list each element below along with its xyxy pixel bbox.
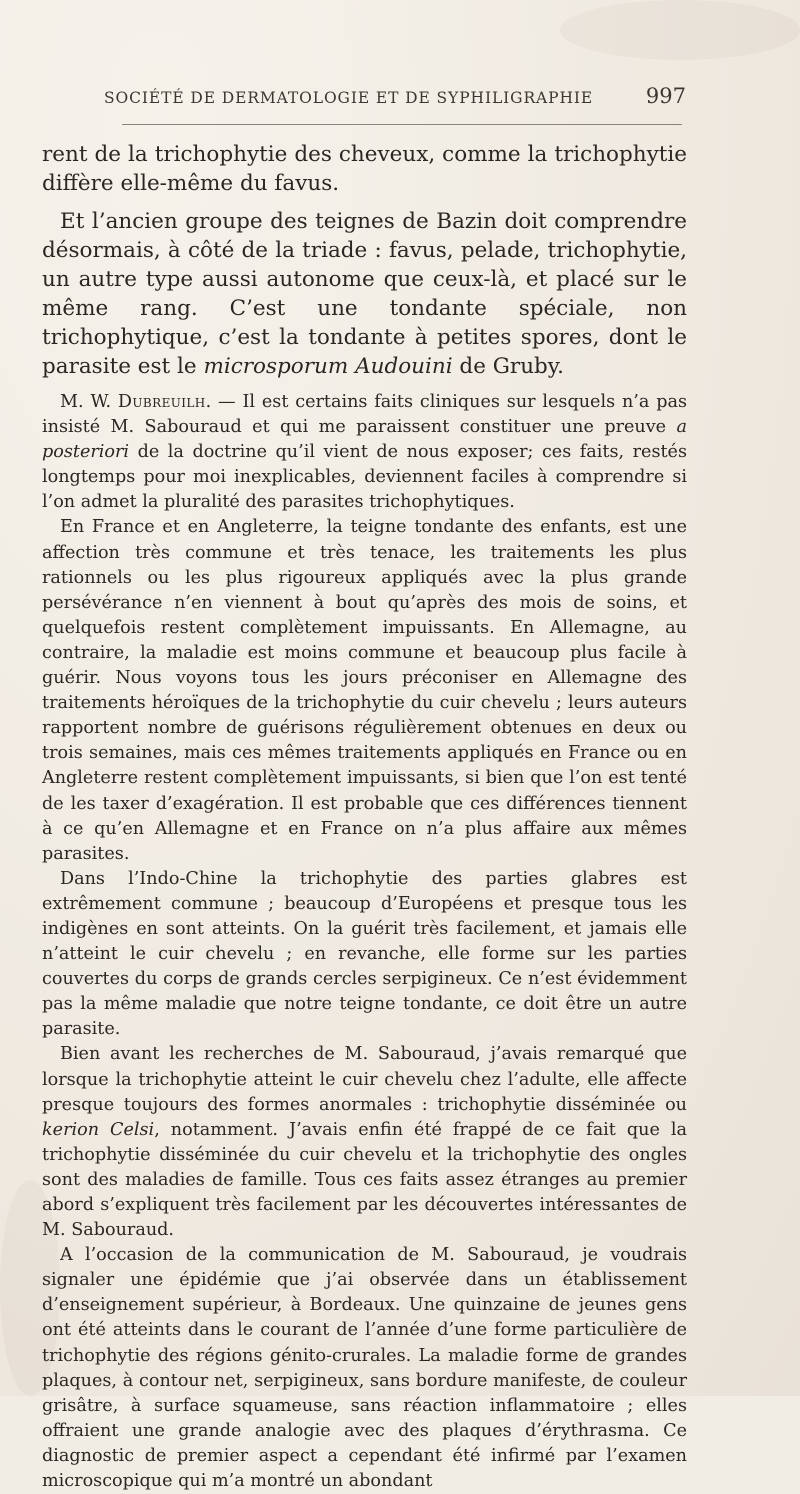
paragraph-6-text-a: Bien avant les recherches de M. Sabouraud, j’avais remarqué que lorsque la trichophytie atteint le cuir chevelu chez l’adulte, elle affecte presque toujours des formes anormales : trichophytie disséminée ou <box>42 1044 687 1115</box>
paragraph-3-italic: a posteriori <box>42 417 687 463</box>
paragraph-1: rent de la trichophytie des cheveux, comme la trichophytie diffère elle-même du favus. <box>42 142 687 196</box>
paragraph-2-text-b: de Gruby. <box>452 354 564 379</box>
paragraph-6 <box>42 1042 687 1243</box>
paragraph-6-text-b: , notamment. J’avais enfin été frappé de ce fait que la trichophytie disséminée du cuir chevelu et la trichophytie des ongles sont des maladies de famille. Tous ces faits assez étranges au premier abord s’expliquent très facilement par les découvertes intéressantes de M. Sabouraud. <box>42 1119 687 1241</box>
paragraph-3-text-a: . — Il est certains faits cliniques sur lesquels n’a pas insisté M. Sabouraud et qui me paraissent constituer une preuve <box>42 392 687 438</box>
paragraph-2-text-a: Et l’ancien groupe des teignes de Bazin doit comprendre désormais, à côté de la triade : favus, pelade, trichophytie, un autre type aussi autonome que ceux-là, et placé sur le même rang. C’est une tondante spéciale, non trichophytique, c’est la tondante à petites spores, dont le parasite est le <box>42 209 687 379</box>
speaker-prefix: M. W. <box>60 392 118 412</box>
speaker-name: Dubreuilh <box>117 392 206 412</box>
running-title: SOCIÉTÉ DE DERMATOLOGIE ET DE SYPHILIGRAPHIE <box>104 89 594 107</box>
page-header <box>104 84 686 108</box>
header-rule <box>122 124 682 125</box>
paragraph-6-italic: kerion Celsi <box>42 1119 155 1140</box>
body-text <box>42 140 687 1494</box>
paragraph-4: En France et en Angleterre, la teigne tondante des enfants, est une affection très commune et très tenace, les traitements les plus rationnels ou les plus rigoureux appliqués avec la plus grande persévérance n’en viennent à bout qu’après des mois de soins, et quelquefois restent complètement impuissants. En Allemagne, au contraire, la maladie est moins commune et beaucoup plus facile à guérir. Nous voyons tous les jours préconiser en Allemagne des traitements héroïques de la trichophytie du cuir chevelu ; leurs auteurs rapportent nombre de guérisons régulièrement obtenues en deux ou trois semaines, mais ces mêmes traitements appliqués en France ou en Angleterre restent complètement impuissants, si bien que l’on est tenté de les taxer d’exagération. Il est probable que ces différences tiennent à ce qu’en Allemagne et en France on n’a plus affaire aux mêmes parasites. <box>42 517 687 864</box>
paragraph-7: A l’occasion de la communication de M. Sabouraud, je voudrais signaler une épidémie que j’ai observée dans un établissement d’enseignement supérieur, à Bordeaux. Une quinzaine de jeunes gens ont été atteints dans le courant de l’année d’une forme particulière de trichophytie des régions génito-crurales. La maladie forme de grandes plaques, à contour net, serpigineux, sans bordure manifeste, de couleur grisâtre, à surface squameuse, sans réaction inflammatoire ; elles offraient une grande analogie avec des plaques d’érythrasma. Ce diagnostic de premier aspect a cependant été infirmé par l’examen microscopique qui m’a montré un abondant <box>42 1245 687 1492</box>
paragraph-3-text-b: de la doctrine qu’il vient de nous exposer; ces faits, restés longtemps pour moi inexplicables, deviennent faciles à comprendre si l’on admet la pluralité des parasites trichophytiques. <box>42 442 687 513</box>
paragraph-2 <box>42 207 687 381</box>
paragraph-5: Dans l’Indo-Chine la trichophytie des parties glabres est extrêmement commune ; beaucoup d’Européens et presque tous les indigènes en sont atteints. On la guérit très facilement, et jamais elle n’atteint le cuir chevelu ; en revanche, elle forme sur les parties couvertes du corps de grands cercles serpigineux. Ce n’est évidemment pas la même maladie que notre teigne tondante, ce doit être un autre parasite. <box>42 868 687 1040</box>
page-number: 997 <box>645 84 686 108</box>
paper-stain <box>560 0 800 60</box>
paragraph-3 <box>42 390 687 515</box>
paragraph-2-italic: microsporum Audouini <box>203 354 453 379</box>
